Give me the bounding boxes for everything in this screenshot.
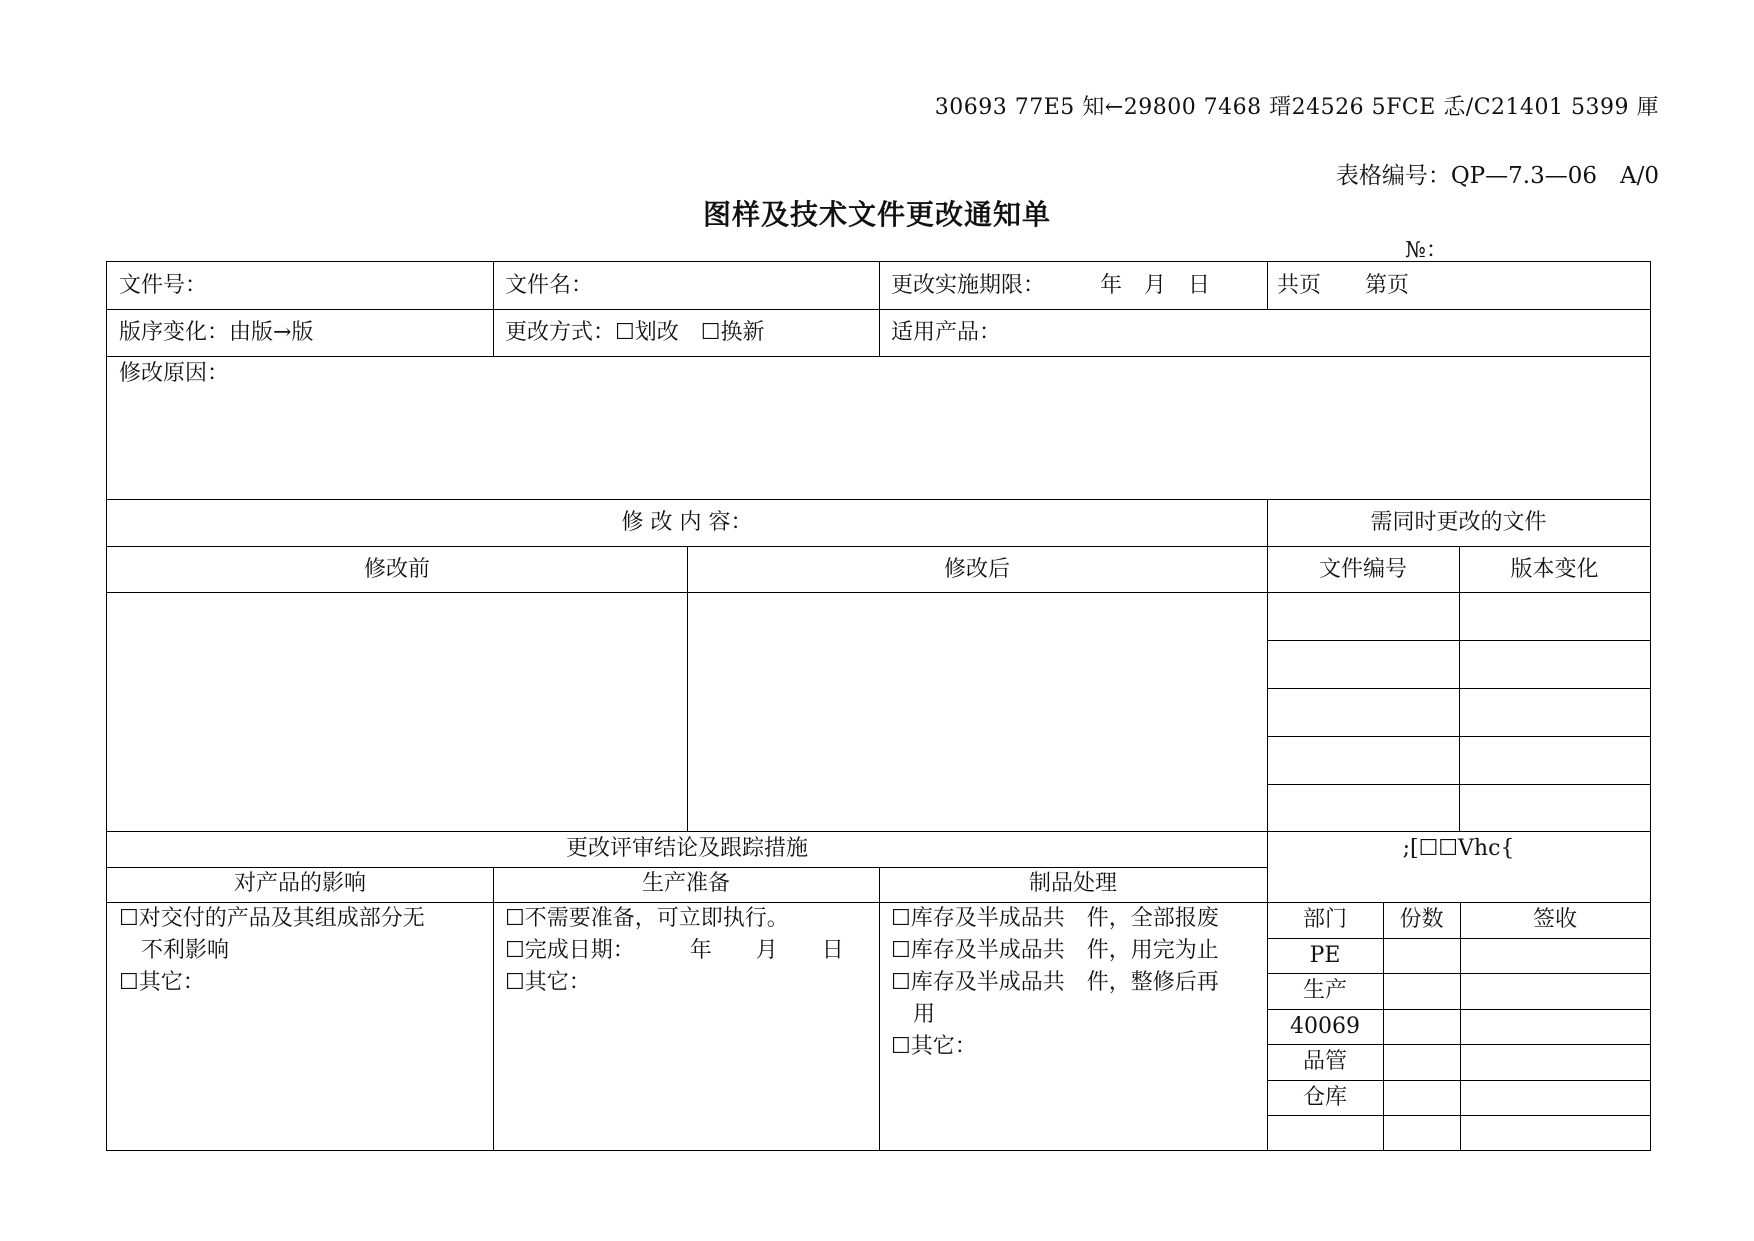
dist-row-divider: [1267, 1080, 1650, 1081]
form-code: 表格编号：QP—7.3—06 A/0: [1335, 163, 1659, 189]
file-name-field[interactable]: 文件名：: [505, 273, 594, 298]
dist-dept-cell: PE: [1309, 943, 1341, 968]
version-change-field[interactable]: 版序变化：由版→版: [119, 320, 314, 345]
dist-copies-heading: 份数: [1399, 907, 1444, 932]
disposal-option-rework-cont: 用: [891, 1002, 936, 1027]
disposal-option-rework[interactable]: ☐库存及半成品共 件，整修后再: [891, 970, 1219, 995]
dist-dept-cell: 40069: [1290, 1014, 1360, 1039]
number-label: №：: [1405, 238, 1448, 263]
dist-dept-cell: 品管: [1302, 1049, 1347, 1074]
row-divider: [107, 546, 1650, 547]
dist-sign-heading: 签收: [1532, 907, 1577, 932]
impact-heading: 对产品的影响: [233, 871, 366, 896]
review-row-divider: [107, 867, 1267, 868]
col-divider: [1383, 902, 1384, 1150]
file-number-field[interactable]: 文件号：: [119, 273, 208, 298]
prep-option-other[interactable]: ☐其它：: [505, 970, 591, 995]
reason-field[interactable]: 修改原因：: [119, 361, 230, 386]
related-file-number-heading: 文件编号: [1318, 557, 1407, 582]
content-heading: 修 改 内 容：: [621, 510, 753, 535]
row-divider: [107, 356, 1650, 357]
disposal-option-other[interactable]: ☐其它：: [891, 1034, 977, 1059]
disposal-option-use-up[interactable]: ☐库存及半成品共 件，用完为止: [891, 938, 1219, 963]
row-divider: [107, 499, 1650, 500]
impact-option-other[interactable]: ☐其它：: [119, 970, 205, 995]
disposal-heading: 制品处理: [1028, 871, 1117, 896]
dist-row-divider: [1267, 1044, 1650, 1045]
change-notice-form: [106, 261, 1651, 1151]
col-divider: [493, 262, 494, 356]
related-files-heading: 需同时更改的文件: [1370, 510, 1547, 535]
col-divider: [1459, 546, 1460, 831]
related-version-heading: 版本变化: [1510, 557, 1599, 582]
dist-dept-heading: 部门: [1302, 907, 1347, 932]
dist-dept-cell: 仓库: [1302, 1085, 1347, 1110]
col-divider: [1267, 262, 1268, 309]
after-heading: 修改后: [943, 557, 1010, 582]
applicable-product-field[interactable]: 适用产品：: [891, 320, 1002, 345]
dist-row-divider: [1267, 938, 1650, 939]
col-divider: [1460, 902, 1461, 1150]
distribution-heading: ;[☐☐Vhc{: [1402, 836, 1515, 861]
impact-option-no-impact[interactable]: ☐对交付的产品及其组成部分无: [119, 906, 425, 931]
prep-option-date[interactable]: ☐完成日期： 年 月 日: [505, 938, 844, 963]
disposal-option-scrap[interactable]: ☐库存及半成品共 件，全部报废: [891, 906, 1219, 931]
top-code: 30693 77E5 知←29800 7468 瑨24526 5FCE 忎/C21401 5399 厙: [934, 95, 1659, 120]
col-divider: [879, 262, 880, 356]
page-title: 图样及技术文件更改通知单: [702, 198, 1051, 231]
prep-option-immediate[interactable]: ☐不需要准备，可立即执行。: [505, 906, 789, 931]
impact-option-no-impact-cont: 不利影响: [119, 938, 230, 963]
row-divider: [107, 831, 1650, 832]
dist-row-divider: [1267, 1009, 1650, 1010]
change-method-field[interactable]: 更改方式：☐划改 ☐换新: [505, 320, 765, 345]
page-count-field[interactable]: 共页 第页: [1277, 273, 1410, 298]
row-divider: [107, 592, 1650, 593]
review-heading: 更改评审结论及跟踪措施: [565, 836, 808, 861]
col-divider: [493, 867, 494, 1150]
prep-heading: 生产准备: [641, 871, 730, 896]
col-divider: [879, 867, 880, 1150]
dist-row-divider: [1267, 1115, 1650, 1116]
dist-dept-cell: 生产: [1302, 978, 1347, 1003]
before-heading: 修改前: [363, 557, 430, 582]
deadline-field[interactable]: 更改实施期限： 年 月 日: [891, 273, 1211, 298]
col-divider: [687, 546, 688, 831]
dist-row-divider: [1267, 973, 1650, 974]
